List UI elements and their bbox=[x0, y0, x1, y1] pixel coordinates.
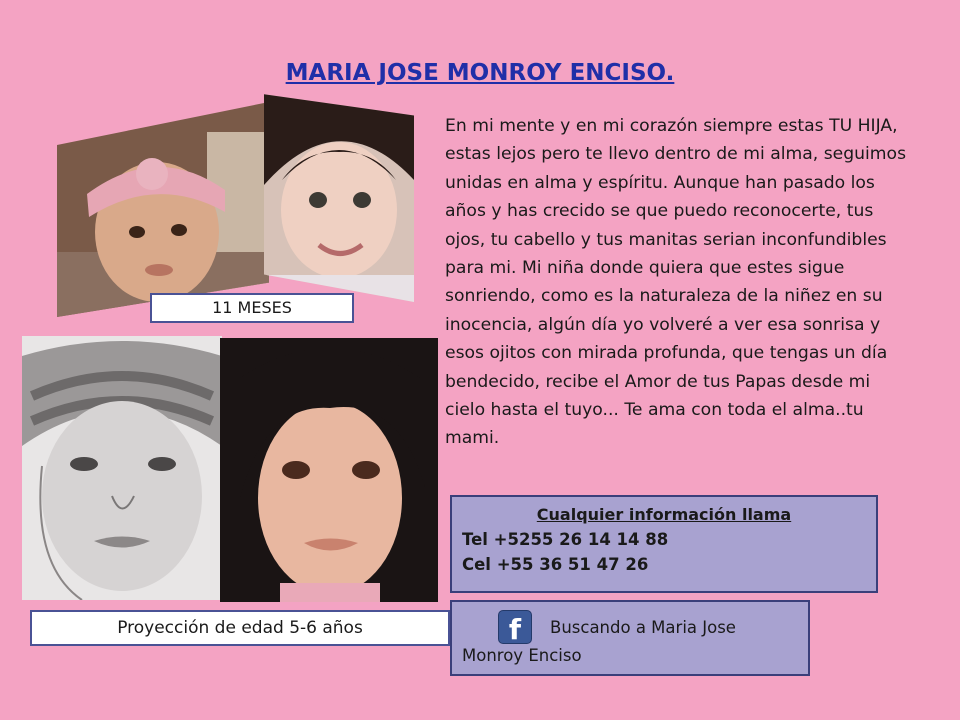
message-text: En mi mente y en mi corazón siempre estas TU HIJA, estas lejos pero te llevo dentro de mi alma, seguimos unidas en alma y espíritu. Aunque han pasado los años y has crecido se que puedo reconocerte, tus ojos, tu cabello y tus manitas serian inconfundibles para mi. Mi niña donde quiera que estes sigue sonriendo, como es la naturaleza de la niñez en su inocencia, algún día yo volveré a ver esa sonrisa y esos ojitos con mirada profunda, que tengas un día bendecido, recibe el Amor de tus Papas desde mi cielo hasta el tuyo... Te ama con toda el alma..tu mami. bbox=[445, 116, 907, 449]
age-label-11-months: 11 MESES bbox=[150, 293, 354, 323]
age-projection-sketch bbox=[22, 336, 222, 600]
contact-info-title: Cualquier información llama bbox=[536, 505, 792, 524]
facebook-box[interactable] bbox=[450, 600, 810, 676]
contact-info-box bbox=[450, 495, 878, 593]
facebook-text-line1: Buscando a Maria Jose bbox=[550, 617, 736, 637]
page-title: MARIA JOSE MONROY ENCISO. bbox=[285, 60, 675, 86]
facebook-text-line2: Monroy Enciso bbox=[462, 646, 582, 665]
age-projection-painting bbox=[220, 338, 438, 602]
contact-cel: Cel +55 36 51 47 26 bbox=[462, 555, 649, 574]
baby-photo-headband bbox=[57, 102, 269, 317]
baby-photo-smiling bbox=[264, 90, 414, 302]
contact-tel: Tel +5255 26 14 14 88 bbox=[462, 530, 669, 549]
age-projection-label: Proyección de edad 5-6 años bbox=[30, 610, 450, 646]
facebook-icon[interactable]: f bbox=[498, 610, 532, 644]
